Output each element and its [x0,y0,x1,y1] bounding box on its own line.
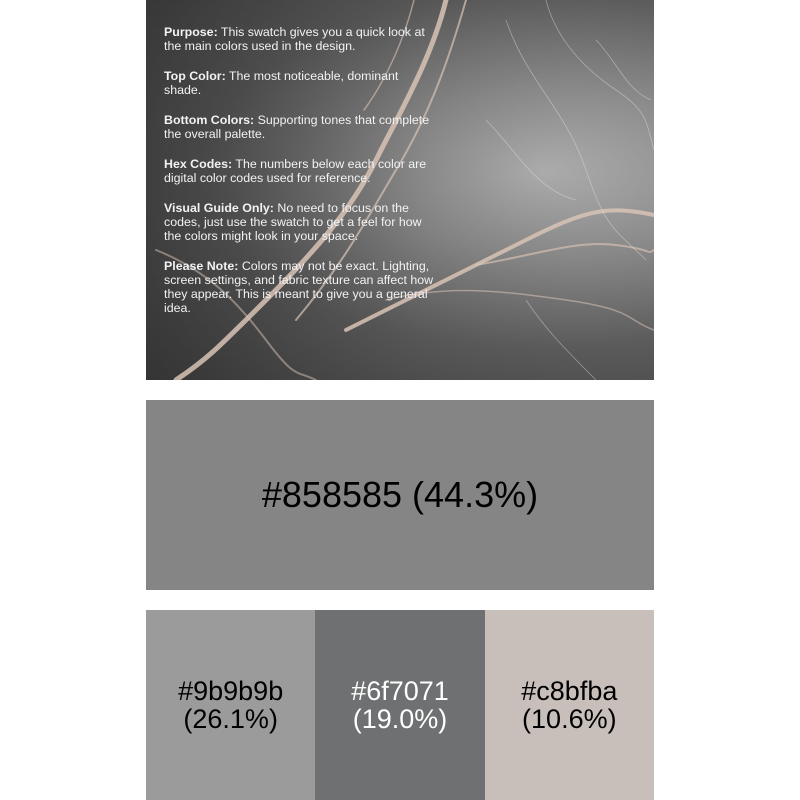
note-title: Please Note: [164,259,239,273]
dominant-hex-code: #858585 [261,474,403,515]
note-please-note [164,259,434,315]
note-title: Bottom Colors: [164,113,255,127]
secondary-color-swatch [315,610,484,800]
note-visual-guide [164,201,434,243]
secondary-color-swatch [485,610,654,800]
note-title: Purpose: [164,25,218,39]
dominant-color-label [262,474,538,516]
note-body: Colors may not be exact. Lighting, screen settings, and fabric texture can affect how they appear. This is meant to give you a general idea. [164,259,434,315]
secondary-color-swatch [146,610,315,800]
secondary-color-row [146,610,654,800]
note-body: Supporting tones that complete the overall palette. [164,113,430,141]
note-hex-codes [164,157,434,185]
swatch-notes [164,25,434,331]
note-purpose [164,25,434,53]
note-body: This swatch gives you a quick look at the main colors used in the design. [164,25,425,53]
marble-texture-panel [146,0,654,380]
note-body: The numbers below each color are digital color codes used for reference. [164,157,427,185]
swatch-percentage: (26.1%) [183,704,278,734]
note-top-color [164,69,434,97]
dominant-percentage: (44.3%) [412,474,539,515]
swatch-hex-code: #c8bfba [521,676,618,706]
note-title: Visual Guide Only: [164,201,274,215]
note-title: Top Color: [164,69,226,83]
swatch-hex-code: #6f7071 [351,676,449,706]
note-body: The most noticeable, dominant shade. [164,69,399,97]
note-body: No need to focus on the codes, just use the swatch to get a feel for how the colors might look in your space. [164,201,422,243]
swatch-hex-code: #9b9b9b [178,676,284,706]
note-title: Hex Codes: [164,157,233,171]
note-bottom-colors [164,113,434,141]
dominant-color-swatch [146,400,654,590]
swatch-percentage: (19.0%) [352,704,448,734]
swatch-percentage: (10.6%) [522,704,617,734]
